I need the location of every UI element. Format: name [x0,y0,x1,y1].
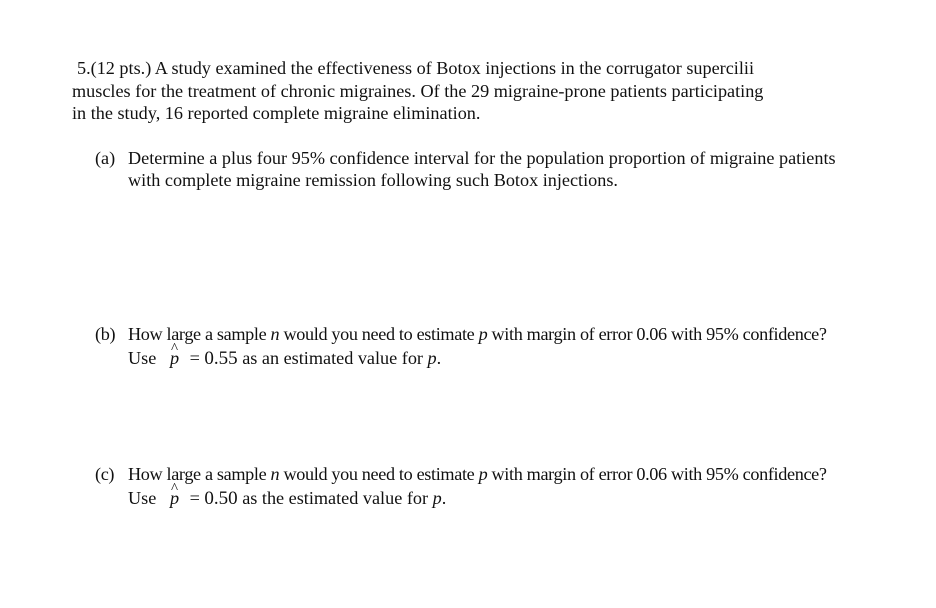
part-c-text-mid: would you need to estimate [279,464,479,484]
part-c-use-line [128,487,446,510]
part-c-var-n: n [270,464,280,484]
part-a-label: (a) [95,148,116,168]
part-b-value: 0.55 [204,348,238,369]
part-c-tail: as the estimated value for [237,488,433,508]
part-c-eq: = [185,488,205,508]
part-c-text-post: with margin of error 0.06 with 95% confidence? [487,464,827,484]
part-a-line-1: Determine a plus four 95% confidence interval for the population proportion of migraine patients [128,148,836,168]
part-c-end: . [441,488,447,508]
part-b-label: (b) [95,324,116,344]
part-a-question [95,147,836,169]
part-b-question [95,323,827,345]
part-b-end: . [436,348,442,368]
part-c-question [95,463,827,485]
part-b-eq: = [185,348,205,368]
part-c-text-pre: How large a sample [128,464,271,484]
part-b-use-line [128,347,441,370]
part-c-label: (c) [95,464,115,484]
part-b-text-post: with margin of error 0.06 with 95% confidence? [487,324,827,344]
part-b-var-n: n [270,324,280,344]
part-b-use: Use [128,348,157,368]
part-b-phat: ^ p [170,347,179,369]
part-c-tail-p: p [432,488,442,508]
problem-intro-line-3: in the study, 16 reported complete migraine elimination. [72,103,481,123]
problem-intro-line-1: 5.(12 pts.) A study examined the effectiveness of Botox injections in the corrugator supercilii [77,58,754,78]
part-b-tail: as an estimated value for [237,348,428,368]
part-c-value: 0.50 [204,488,238,509]
part-b-tail-p: p [427,348,437,368]
part-a-line-2: with complete migraine remission following such Botox injections. [128,170,618,190]
part-c-var-p: p [478,464,488,484]
part-c-use: Use [128,488,157,508]
part-c-phat: ^ p [170,487,179,509]
part-b-text-pre: How large a sample [128,324,271,344]
part-b-var-p: p [478,324,488,344]
problem-intro-line-2: muscles for the treatment of chronic migraines. Of the 29 migraine-prone patients participating [72,81,764,101]
part-b-text-mid: would you need to estimate [279,324,479,344]
